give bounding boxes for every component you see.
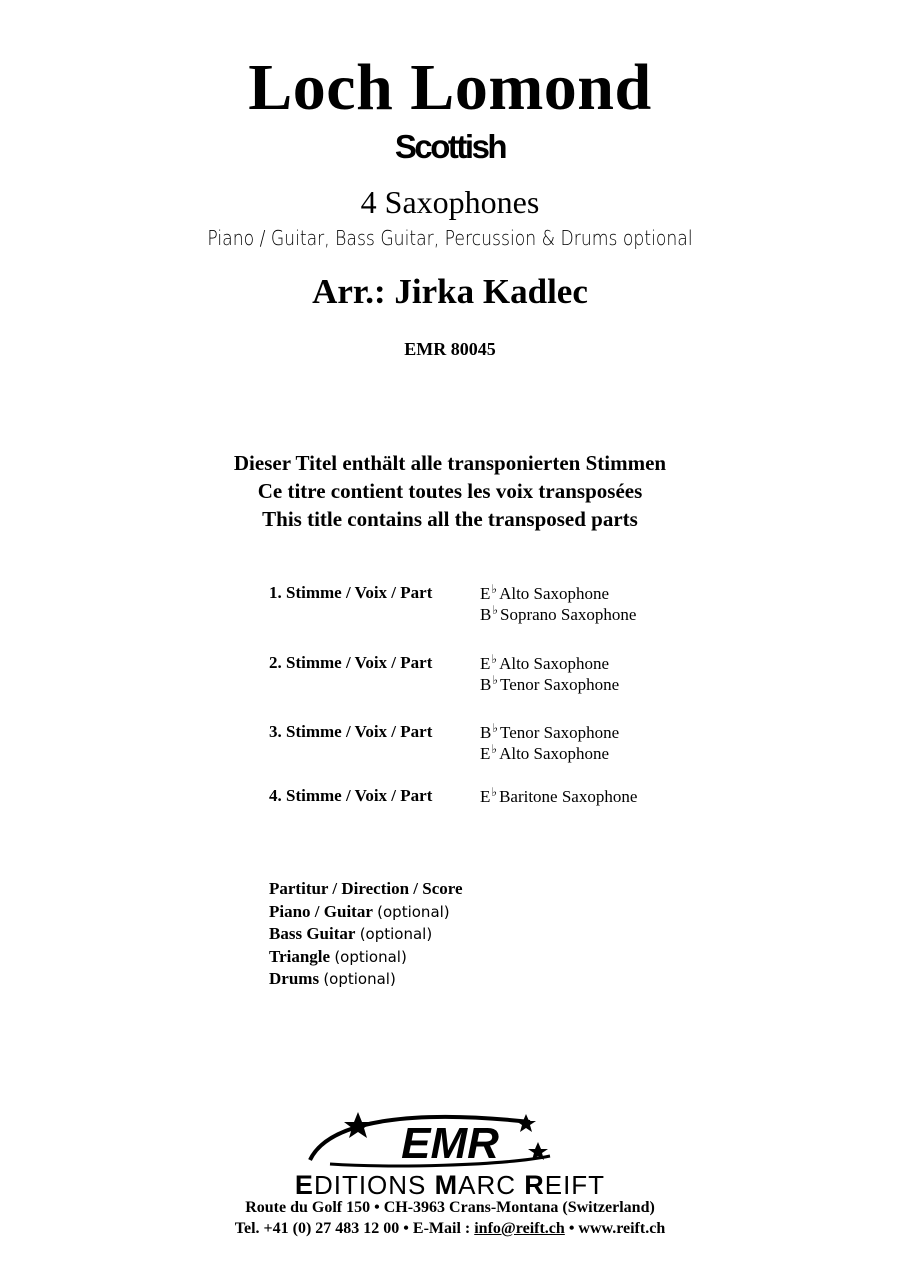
- extra-note: (optional): [334, 947, 407, 966]
- publisher-rest: DITIONS: [313, 1170, 435, 1200]
- email-link[interactable]: info@reift.ch: [474, 1220, 565, 1237]
- instrument-name: Baritone Saxophone: [499, 787, 638, 806]
- flat-icon: ♭: [491, 582, 498, 596]
- publisher-cap: R: [524, 1170, 545, 1200]
- extra-item: [269, 901, 463, 924]
- transposition-notice: [0, 449, 900, 533]
- instrument-line: [480, 744, 619, 765]
- piece-title: Loch Lomond: [248, 51, 652, 124]
- instrument-line: [480, 675, 619, 696]
- piece-subtitle: Scottish: [394, 128, 506, 165]
- publisher-cap: M: [434, 1170, 459, 1200]
- instrument-name: Alto Saxophone: [499, 584, 610, 603]
- flat-icon: ♭: [491, 652, 498, 666]
- flat-icon: ♭: [492, 673, 499, 687]
- part-label: 2. Stimme / Voix / Part: [269, 653, 433, 672]
- instrument-name: Soprano Saxophone: [500, 605, 637, 624]
- flat-icon: ♭: [491, 785, 498, 799]
- instrument-key: E: [480, 744, 491, 763]
- publisher-rest: ARC: [458, 1170, 525, 1200]
- notice-line-fr: Ce titre contient toutes les voix transposées: [257, 479, 643, 503]
- instrument-line: [480, 605, 636, 626]
- part-instruments: [480, 654, 619, 696]
- instrument-line: [480, 584, 636, 605]
- extra-name: Partitur / Direction / Score: [269, 879, 463, 898]
- extra-item: [269, 968, 463, 991]
- instrument-key: B: [480, 605, 492, 624]
- extras-list: [269, 878, 463, 991]
- instrument-line: [480, 723, 619, 744]
- notice-line-en: This title contains all the transposed parts: [262, 507, 638, 531]
- extra-note: (optional): [323, 970, 396, 988]
- instrument-name: Alto Saxophone: [499, 744, 610, 763]
- web-text: • www.reift.ch: [564, 1220, 666, 1237]
- contact-line: [0, 1218, 900, 1239]
- publisher-address: [0, 1197, 900, 1239]
- instrument-name: Tenor Saxophone: [500, 723, 620, 742]
- star-icon: [516, 1114, 536, 1132]
- instrument-name: Tenor Saxophone: [500, 675, 620, 694]
- extra-note: (optional): [359, 925, 433, 943]
- instrument-key: B: [480, 723, 492, 742]
- extra-name: Bass Guitar: [269, 924, 356, 943]
- part-label: 4. Stimme / Voix / Part: [269, 786, 433, 805]
- extra-item: [269, 946, 463, 969]
- logo-text: EMR: [401, 1119, 499, 1168]
- part-instruments: [480, 723, 619, 765]
- flat-icon: ♭: [492, 721, 499, 735]
- extra-item: [269, 923, 463, 946]
- flat-icon: ♭: [492, 603, 499, 617]
- extra-name: Drums: [269, 969, 320, 988]
- catalog-number: EMR 80045: [404, 339, 496, 359]
- notice-line-de: Dieser Titel enthält alle transponierten Stimmen: [233, 451, 667, 475]
- instrument-name: Alto Saxophone: [499, 654, 610, 673]
- arranger: Arr.: Jirka Kadlec: [312, 272, 588, 311]
- extra-name: Piano / Guitar: [269, 901, 373, 921]
- instrument-line: [480, 787, 637, 808]
- extra-item: [269, 878, 463, 901]
- emr-logo: [300, 1108, 600, 1172]
- instrument-line: [480, 654, 619, 675]
- instrument-key: E: [480, 654, 491, 673]
- instrument-key: E: [480, 787, 491, 806]
- address-line: Route du Golf 150 • CH-3963 Crans-Montana (Switzerland): [245, 1199, 655, 1216]
- publisher-cap: E: [294, 1170, 314, 1200]
- extra-note: (optional): [377, 902, 450, 921]
- part-label: 1. Stimme / Voix / Part: [269, 583, 433, 602]
- publisher-rest: EIFT: [544, 1170, 606, 1200]
- part-label: 3. Stimme / Voix / Part: [269, 722, 433, 741]
- tel-text: Tel. +41 (0) 27 483 12 00 • E-Mail :: [234, 1220, 475, 1237]
- optional-instruments: Piano / Guitar, Bass Guitar, Percussion & Drums optional: [207, 226, 693, 250]
- part-instruments: [480, 584, 636, 626]
- instrument-key: E: [480, 584, 491, 603]
- flat-icon: ♭: [491, 742, 498, 756]
- part-instruments: [480, 787, 637, 808]
- instrument-key: B: [480, 675, 492, 694]
- star-icon: [344, 1112, 372, 1138]
- extra-name: Triangle: [269, 946, 331, 966]
- ensemble: 4 Saxophones: [360, 184, 540, 220]
